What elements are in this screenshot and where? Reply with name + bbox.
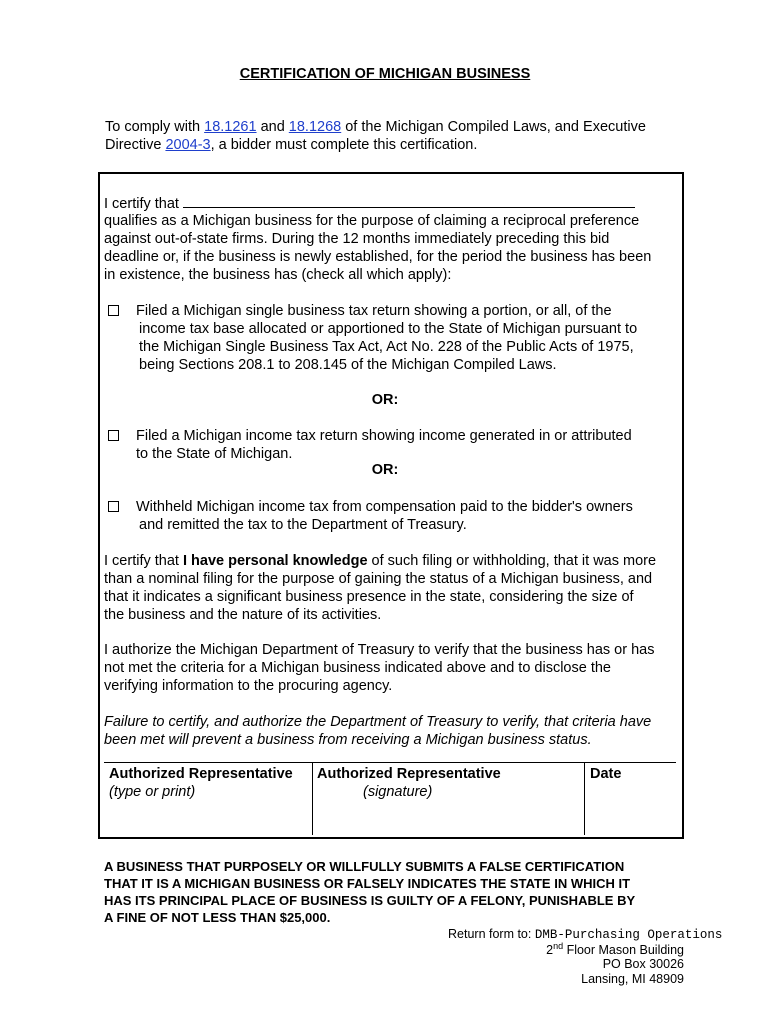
intro-paragraph — [105, 118, 705, 154]
option-text: Filed a Michigan income tax return showing income generated in or attributed — [136, 428, 632, 444]
printed-name-header: Authorized Representative — [109, 766, 293, 782]
return-department: DMB-Purchasing Operations — [534, 928, 723, 942]
return-pobox: PO Box 30026 — [602, 957, 684, 971]
table-top-rule — [104, 762, 676, 763]
printed-name-hint: (type or print) — [109, 784, 196, 800]
warning-line: HAS ITS PRINCIPAL PLACE OF BUSINESS IS GUILTY OF A FELONY, PUNISHABLE BY — [104, 893, 636, 908]
intro-text: of the Michigan Compiled Laws, and Executive — [341, 119, 646, 135]
signature-field[interactable] — [314, 804, 582, 834]
page-title: CERTIFICATION OF MICHIGAN BUSINESS — [239, 66, 531, 82]
table-divider — [584, 762, 585, 835]
option-text: Withheld Michigan income tax from compensation paid to the bidder's owners — [136, 499, 633, 515]
business-name-field[interactable] — [183, 194, 635, 208]
return-city: Lansing, MI 48909 — [581, 972, 684, 986]
certify-text: deadline or, if the business is newly established, for the period the business has been — [104, 249, 652, 265]
option-text: being Sections 208.1 to 208.145 of the Michigan Compiled Laws. — [139, 357, 557, 373]
knowledge-emphasis: I have personal knowledge — [182, 553, 368, 569]
return-floor — [546, 941, 684, 957]
failure-text: been met will prevent a business from receiving a Michigan business status. — [104, 732, 592, 748]
certify-text: against out-of-state firms. During the 12 months immediately preceding this bid — [104, 231, 610, 247]
intro-text: To comply with — [105, 119, 205, 135]
signature-hint: (signature) — [363, 784, 433, 800]
certify-text: qualifies as a Michigan business for the purpose of claiming a reciprocal preference — [104, 213, 640, 229]
option-text: and remitted the tax to the Department of Treasury. — [139, 517, 467, 533]
link-18-1261[interactable]: 18.1261 — [204, 119, 257, 135]
warning-line: THAT IT IS A MICHIGAN BUSINESS OR FALSELY INDICATES THE STATE IN WHICH IT — [104, 876, 631, 891]
failure-text: Failure to certify, and authorize the Department of Treasury to verify, that criteria have — [104, 714, 652, 730]
knowledge-text: I certify that — [104, 553, 183, 569]
printed-name-field[interactable] — [104, 804, 310, 834]
intro-text: , a bidder must complete this certification. — [210, 137, 478, 153]
return-address-line — [448, 927, 722, 942]
date-header: Date — [590, 766, 622, 782]
knowledge-line — [104, 552, 684, 570]
date-field[interactable] — [586, 786, 682, 834]
authorize-text: not met the criteria for a Michigan business indicated above and to disclose the — [104, 660, 611, 676]
warning-line: A BUSINESS THAT PURPOSELY OR WILLFULLY SUBMITS A FALSE CERTIFICATION — [104, 859, 625, 874]
floor-suffix: nd — [553, 941, 564, 951]
or-label: OR: — [371, 462, 399, 478]
option-text: income tax base allocated or apportioned to the State of Michigan pursuant to — [139, 321, 638, 337]
certify-line — [104, 194, 684, 213]
authorize-text: I authorize the Michigan Department of Treasury to verify that the business has or has — [104, 642, 655, 658]
return-label: Return form to: — [448, 927, 532, 941]
intro-text: Directive — [105, 137, 166, 153]
knowledge-text: the business and the nature of its activities. — [104, 607, 382, 623]
felony-warning — [104, 858, 694, 926]
warning-line: A FINE OF NOT LESS THAN $25,000. — [104, 910, 331, 925]
floor-text: Floor Mason Building — [563, 943, 684, 958]
checkbox-sbt-return[interactable] — [108, 305, 119, 316]
knowledge-text: than a nominal filing for the purpose of gaining the status of a Michigan business, and — [104, 571, 653, 587]
link-18-1268[interactable]: 18.1268 — [288, 119, 342, 135]
knowledge-text: of such filing or withholding, that it was more — [367, 553, 657, 569]
floor-number: 2 — [546, 943, 554, 958]
table-divider — [312, 762, 313, 835]
option-text: Filed a Michigan single business tax return showing a portion, or all, of the — [136, 303, 612, 319]
option-text: to the State of Michigan. — [136, 446, 293, 462]
link-directive-2004-3[interactable]: 2004-3 — [165, 137, 211, 153]
authorize-text: verifying information to the procuring agency. — [104, 678, 393, 694]
checkbox-income-tax-return[interactable] — [108, 430, 119, 441]
option-text: the Michigan Single Business Tax Act, Act No. 228 of the Public Acts of 1975, — [139, 339, 634, 355]
or-label: OR: — [371, 392, 399, 408]
intro-text: and — [256, 119, 289, 135]
certify-text: in existence, the business has (check all which apply): — [104, 267, 452, 283]
knowledge-text: that it indicates a significant business presence in the state, considering the size of — [104, 589, 634, 605]
signature-header: Authorized Representative — [317, 766, 501, 782]
certify-label: I certify that — [104, 196, 179, 212]
checkbox-withheld-tax[interactable] — [108, 501, 119, 512]
